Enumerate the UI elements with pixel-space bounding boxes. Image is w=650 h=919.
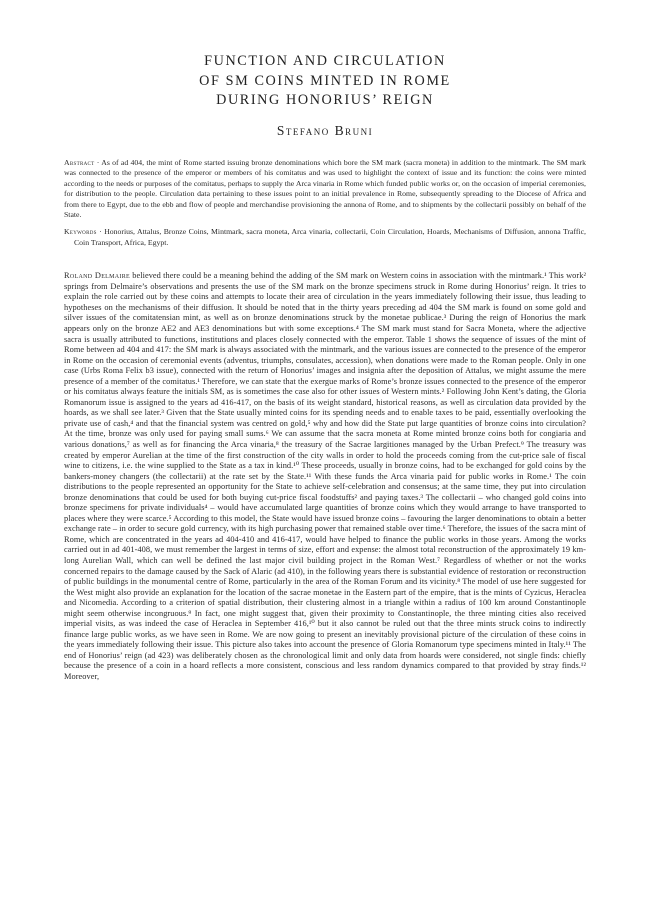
- author-name: Stefano Bruni: [276, 122, 374, 138]
- title-line-1: FUNCTION AND CIRCULATION: [204, 53, 446, 69]
- body-lead-name: Roland Delmaire: [64, 271, 130, 281]
- abstract-label: Abstract: [64, 157, 95, 167]
- abstract: [64, 158, 586, 222]
- keywords: [64, 227, 586, 248]
- keywords-text: Honorius, Attalus, Bronze Coins, Mintmark, sacra moneta, Arca vinaria, collectarii, Coin Circulation, Hoards, Mechanisms of Diffusion, annona Traffic, Coin Transport, Africa, Egypt.: [74, 227, 586, 247]
- abstract-text: As of ad 404, the mint of Rome started issuing bronze denominations which bore the SM mark (sacra moneta) in addition to the mintmark. The SM mark was connected to the presence of the emperor or members of his comitatus and was used to highlight the context of issue and its function: the coins were minted according to the needs or purposes of the comitatus, perhaps to supply the Arca vinaria in Rome which funded public works or, on the occasion of imperial ceremonies, for distribution to the people. Circulation data pertaining to these issues point to an initial prevalence in Rome, subsequently spreading to the Diocese of Africa and from there to Egypt, due to the ebb and flow of people and merchandise provisioning the annona of Rome, and to shipments by the collectarii possibly on behalf of the State.: [64, 157, 587, 220]
- body-paragraph: [64, 271, 586, 682]
- article-title: [64, 52, 586, 111]
- article-page: [64, 52, 586, 683]
- title-line-2: OF SM COINS MINTED IN ROME: [199, 72, 451, 89]
- keywords-separator: ·: [96, 227, 105, 237]
- title-line-3: DURING HONORIUS’ REIGN: [216, 92, 434, 108]
- abstract-separator: ·: [94, 157, 102, 167]
- keywords-label: Keywords: [64, 227, 97, 237]
- body-text: believed there could be a meaning behind the adding of the SM mark on Western coins in association with the mintmark.¹ This work² springs from Delmaire’s observations and presents the use of the SM mark on the bronze specimens struck in Rome during Honorius’ reign. It tries to explain the role carried out by these coins and attempts to locate their area of circulation in the years immediately following their issue, thus leading to hypotheses on the mechanisms of their diffusion. It should be noted that in the thirty years preceding ad 404 the SM mark is found on some gold and silver issues of the comitatensian mint, as well as on bronze denominations struck by the monetae publicae.³ During the reign of Honorius the mark appears only on the bronze AE2 and AE3 denominations but with some exceptions.⁴ The SM mark must stand for Sacra Moneta, where the adjective sacra is usually attributed to functions, institutions and places closely connected with the emperor. Table 1 shows the sequence of issues of the mint of Rome between ad 404 and 417: the SM mark is always associated with the mintmark, and the various issues are connected to the presence of the emperor in Rome on the occasion of ceremonial events (adventus, triumphs, consulates, accession), when donations were made to the Roman people. Only in one case (Urbs Roma Felix b3 issue), connected with the return of Honorius’ images and insignia after the deposition of Attalus, we might assume the mere presence of a member of the comitatus.¹ Therefore, we can state that the exergue marks of Rome’s bronze issues connected to the presence of the emperor or his comitatus always feature the initials SM, as is sometimes the case also for other issues of Western mints.² Following John Kent’s dating, the Gloria Romanorum issue is assigned to the years ad 416-417, on the basis of its weight standard, historical reasons, as well as circulation data provided by the hoards, as we shall see later.³ Given that the State usually minted coins for its spending needs and to enable taxes to be paid, essentially overlooking the private use of cash,⁴ and that the financial system was centred on gold,⁵ why and how did the State put large quantities of bronze coins into circulation? At the time, bronze was only used for paying small sums.⁶ We can assume that the sacra moneta at Rome minted bronze coins both for congiaria and various donations,⁷ as well as for financing the Arca vinaria,⁸ the treasury of the Sacrae largitiones managed by the Urban Prefect.⁹ The treasury was created by emperor Aurelian at the time of the first construction of the city walls in order to hold the proceeds coming from the cut-price sale of fiscal wine to citizens, i.e. the wine supplied to the State as a tax in kind.¹⁰ These proceeds, usually in bronze coins, had to be exchanged for gold coins by the bankers-money changers (the collectarii) at the rate set by the State.¹¹ With these funds the Arca vinaria paid for public works in Rome.¹ The coin distributions to the people represented an opportunity for the State to achieve self-celebration and consensus; at the same time, they put into circulation bronze denominations that could be used for both buying cut-price fiscal foodstuffs² and paying taxes.³ The collectarii – who changed gold coins into bronze specimens for private individuals⁴ – would have accumulated large quantities of bronze coins which they would arrange to have transported to places where they were scarce.⁵ According to this model, the State would have issued bronze coins – favouring the larger denominations to obtain a better exchange rate – in order to secure gold currency, with its high purchasing power that remained stable over time.⁶ Therefore, the issues of the sacra mint of Rome, which are concentrated in the years ad 404-410 and 416-417, would have helped to finance the public works in those years. Among the works carried out in ad 401-408, we must remember the largest in terms of size, effort and expense: the almost total reconstruction of the approximately 19 km-long Aurelian Wall, which can well be defined the last major civil building project in the Roman West.⁷ Regardless of whether or not the works concerned repairs to the damage caused by the Sack of Alaric (ad 410), in the following years there is substantial evidence of restoration or reconstruction of public buildings in the monumental centre of Rome, particularly in the area of the Roman Forum and its vicinity.⁸ The model of use here suggested for the West might also provide an explanation for the location of the sacrae monetae in the Eastern part of the empire, that is the mints of Cyzicus, Heraclea and Nicomedia. According to a criterion of spatial distribution, their clustering almost in a triangle within a radius of 100 km around Constantinople might seem otherwise incongruous.⁹ In fact, one might suggest that, given their proximity to Constantinople, the three minting cities also received imperial visits, as was indeed the case of Heraclea in September 416,¹⁰ but it also cannot be ruled out that the three mints struck coins to indirectly finance large public works, as we have seen in Rome. We are now going to present an inevitably provisional picture of the circulation of these coins in the years immediately following their issue. This picture also takes into account the presence of Gloria Romanorum type specimens minted in Italy.¹¹ The end of Honorius’ reign (ad 423) was deliberately chosen as the chronological limit and only data from hoards were considered, not single finds: chiefly because the presence of a coin in a hoard reflects a more consistent, conscious and less random dynamics compared to that provided by stray finds.¹² Moreover,: [64, 271, 586, 682]
